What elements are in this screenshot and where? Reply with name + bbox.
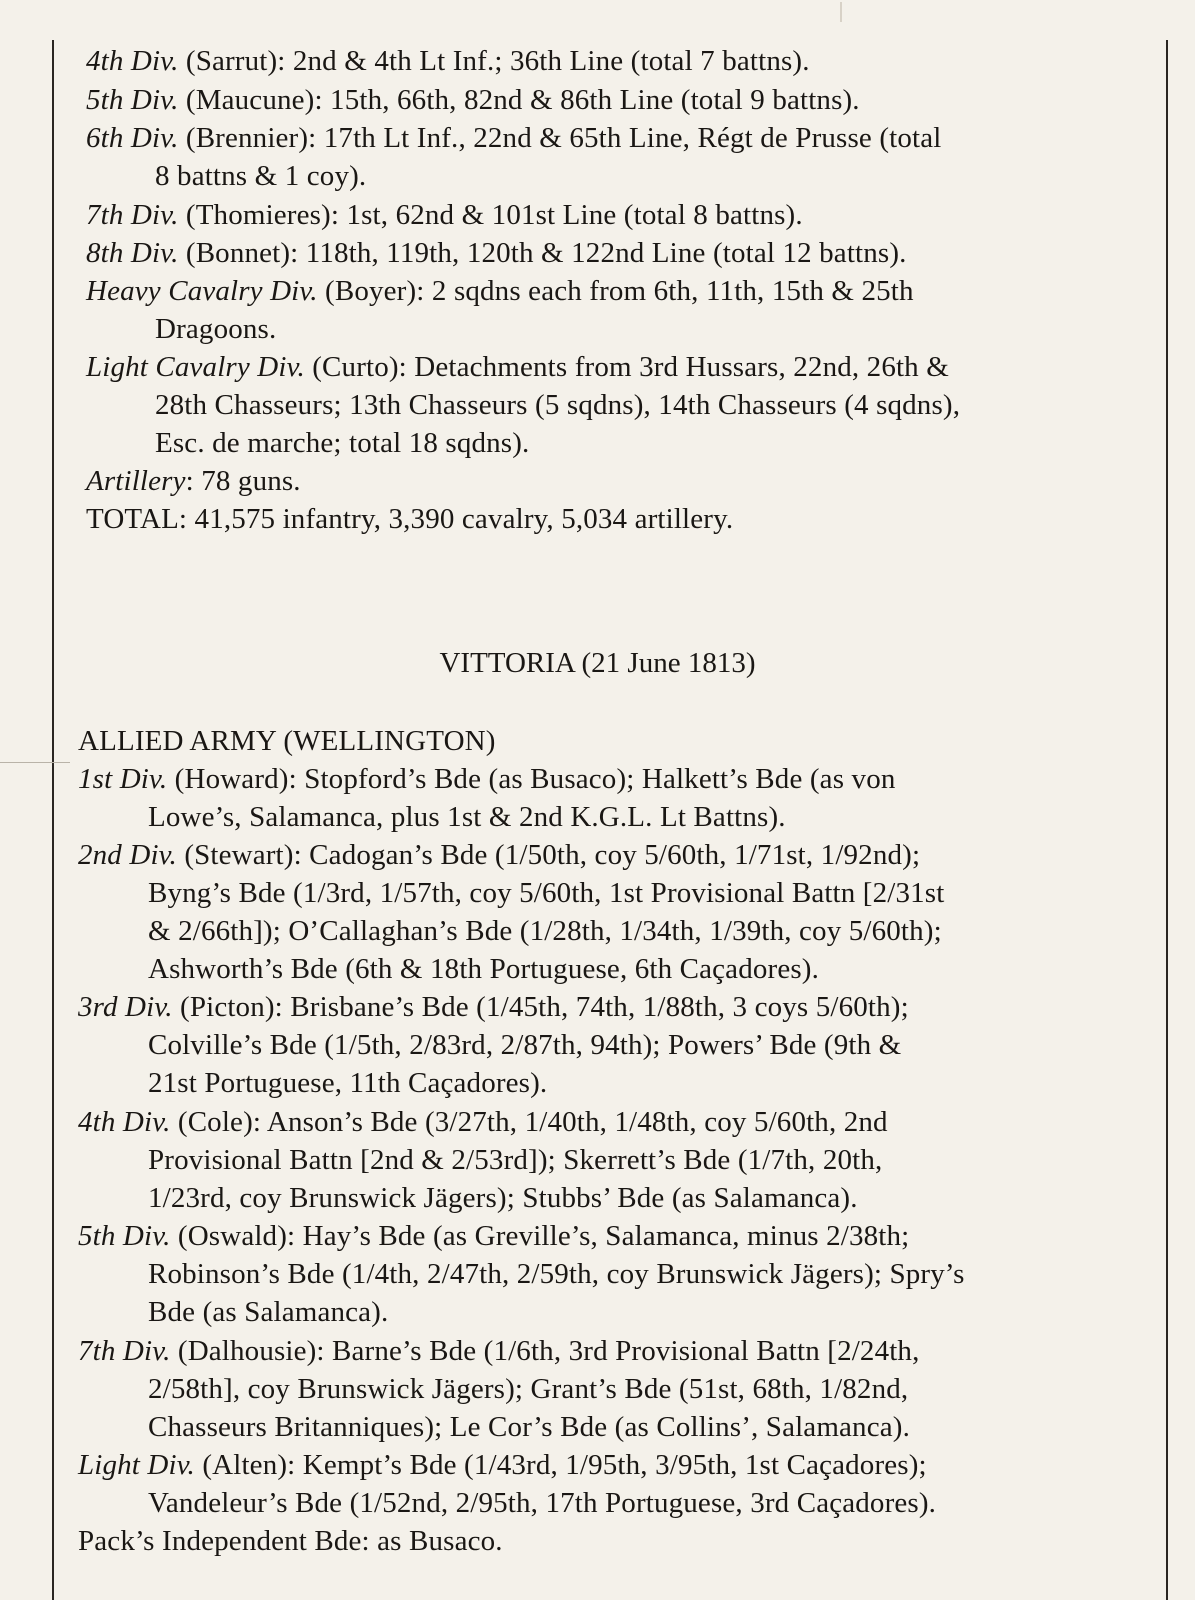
continuation-text: 2/58th], coy Brunswick Jägers); Grant’s Bde (51st, 68th, 1/82nd, [148,1373,909,1405]
continuation-text: Byng’s Bde (1/3rd, 1/57th, coy 5/60th, 1st Provisional Battn [2/31st [148,877,945,909]
division-text: (Picton): Brisbane’s Bde (1/45th, 74th, 1/88th, 3 coys 5/60th); [172,991,909,1023]
division-text: (Stewart): Cadogan’s Bde (1/50th, coy 5/60th, 1/71st, 1/92nd); [176,839,921,871]
division-label: 4th Div. [86,45,179,77]
brigade-text: Pack’s Independent Bde: as Busaco. [78,1525,503,1557]
allied-7th-div-cont-2 [148,1410,910,1444]
division-text: (Curto): Detachments from 3rd Hussars, 22nd, 26th & [304,351,949,383]
division-label: 1st Div. [78,763,168,795]
french-total [86,502,733,536]
division-label: 4th Div. [78,1106,171,1138]
allied-light-div-cont [148,1486,936,1520]
division-label: 5th Div. [86,84,179,116]
allied-2nd-div-cont-1 [148,876,944,910]
allied-4th-div-cont-2 [148,1181,858,1215]
continuation-text: Provisional Battn [2nd & 2/53rd]); Skerrett’s Bde (1/7th, 20th, [148,1144,883,1176]
division-label: 3rd Div. [78,991,173,1023]
allied-7th-div [78,1334,920,1368]
division-text: (Brennier): 17th Lt Inf., 22nd & 65th Line, Régt de Prusse (total [178,122,942,154]
division-label: 5th Div. [78,1220,171,1252]
artillery-label: Artillery [86,465,186,497]
french-light-cavalry-cont-1 [155,388,960,422]
right-column-rule [1166,40,1168,1600]
french-heavy-cavalry-div [86,274,914,308]
allied-7th-div-cont-1 [148,1372,908,1406]
allied-1st-div [78,762,896,796]
division-label: Heavy Cavalry Div. [86,275,318,307]
continuation-text: 28th Chasseurs; 13th Chasseurs (5 sqdns), 14th Chasseurs (4 sqdns), [155,389,961,421]
division-label: 6th Div. [86,122,179,154]
continuation-text: Esc. de marche; total 18 sqdns). [155,427,530,459]
french-6th-div [86,121,941,155]
division-text: (Cole): Anson’s Bde (3/27th, 1/40th, 1/48th, coy 5/60th, 2nd [170,1106,888,1138]
left-column-rule [52,40,54,1600]
continuation-text: Robinson’s Bde (1/4th, 2/47th, 2/59th, coy Brunswick Jägers); Spry’s [148,1258,965,1290]
continuation-text: 1/23rd, coy Brunswick Jägers); Stubbs’ Bde (as Salamanca). [148,1182,858,1214]
continuation-text: Ashworth’s Bde (6th & 18th Portuguese, 6th Caçadores). [148,953,819,985]
margin-tick-mark [0,762,70,763]
allied-3rd-div-cont-2 [148,1066,547,1100]
allied-5th-div-cont-1 [148,1257,965,1291]
allied-4th-div-cont-1 [148,1143,882,1177]
continuation-text: Colville’s Bde (1/5th, 2/83rd, 2/87th, 94th); Powers’ Bde (9th & [148,1029,902,1061]
division-text: (Howard): Stopford’s Bde (as Busaco); Halkett’s Bde (as von [167,763,896,795]
allied-army-heading: ALLIED ARMY (WELLINGTON) [78,725,496,757]
division-text: (Dalhousie): Barne’s Bde (1/6th, 3rd Provisional Battn [2/24th, [170,1335,920,1367]
allied-3rd-div-cont-1 [148,1028,901,1062]
french-4th-div [86,44,810,78]
french-5th-div [86,83,860,117]
french-light-cavalry-cont-2 [155,426,529,460]
allied-light-div [78,1448,927,1482]
total-text: TOTAL: 41,575 infantry, 3,390 cavalry, 5,034 artillery. [86,503,734,535]
continuation-text: & 2/66th]); O’Callaghan’s Bde (1/28th, 1/34th, 1/39th, coy 5/60th); [148,915,942,947]
continuation-text: Lowe’s, Salamanca, plus 1st & 2nd K.G.L. Lt Battns). [148,801,786,833]
division-text: (Maucune): 15th, 66th, 82nd & 86th Line (total 9 battns). [178,84,860,116]
division-label: 2nd Div. [78,839,177,871]
continuation-text: Bde (as Salamanca). [148,1296,389,1328]
continuation-text: Vandeleur’s Bde (1/52nd, 2/95th, 17th Portuguese, 3rd Caçadores). [148,1487,937,1519]
french-artillery [86,464,301,498]
allied-2nd-div-cont-3 [148,952,819,986]
battle-heading: VITTORIA (21 June 1813) [439,647,756,679]
continuation-text: Chasseurs Britanniques); Le Cor’s Bde (as Collins’, Salamanca). [148,1411,910,1443]
top-crease-mark [840,2,842,22]
allied-3rd-div [78,990,909,1024]
division-label: Light Cavalry Div. [86,351,305,383]
allied-2nd-div [78,838,920,872]
division-label: Light Div. [78,1449,195,1481]
french-7th-div [86,198,803,232]
continuation-text: 21st Portuguese, 11th Caçadores). [148,1067,548,1099]
division-text: (Thomieres): 1st, 62nd & 101st Line (total 8 battns). [178,199,803,231]
french-heavy-cavalry-cont [155,312,276,346]
division-text: (Bonnet): 118th, 119th, 120th & 122nd Line (total 12 battns). [178,237,907,269]
continuation-text: Dragoons. [155,313,277,345]
allied-4th-div [78,1105,888,1139]
continuation-text: 8 battns & 1 coy). [155,160,367,192]
division-label: 8th Div. [86,237,179,269]
french-8th-div [86,236,907,270]
division-text: (Alten): Kempt’s Bde (1/43rd, 1/95th, 3/95th, 1st Caçadores); [194,1449,927,1481]
division-label: 7th Div. [86,199,179,231]
division-text: (Sarrut): 2nd & 4th Lt Inf.; 36th Line (total 7 battns). [178,45,810,77]
division-text: (Oswald): Hay’s Bde (as Greville’s, Salamanca, minus 2/38th; [170,1220,910,1252]
allied-2nd-div-cont-2 [148,914,942,948]
french-light-cavalry-div [86,350,949,384]
allied-packs-independent-bde [78,1524,503,1558]
division-text: (Boyer): 2 sqdns each from 6th, 11th, 15th & 25th [317,275,914,307]
french-6th-div-cont [155,159,366,193]
allied-5th-div [78,1219,909,1253]
allied-1st-div-cont [148,800,786,834]
allied-5th-div-cont-2 [148,1295,388,1329]
artillery-text: : 78 guns. [185,465,301,497]
division-label: 7th Div. [78,1335,171,1367]
